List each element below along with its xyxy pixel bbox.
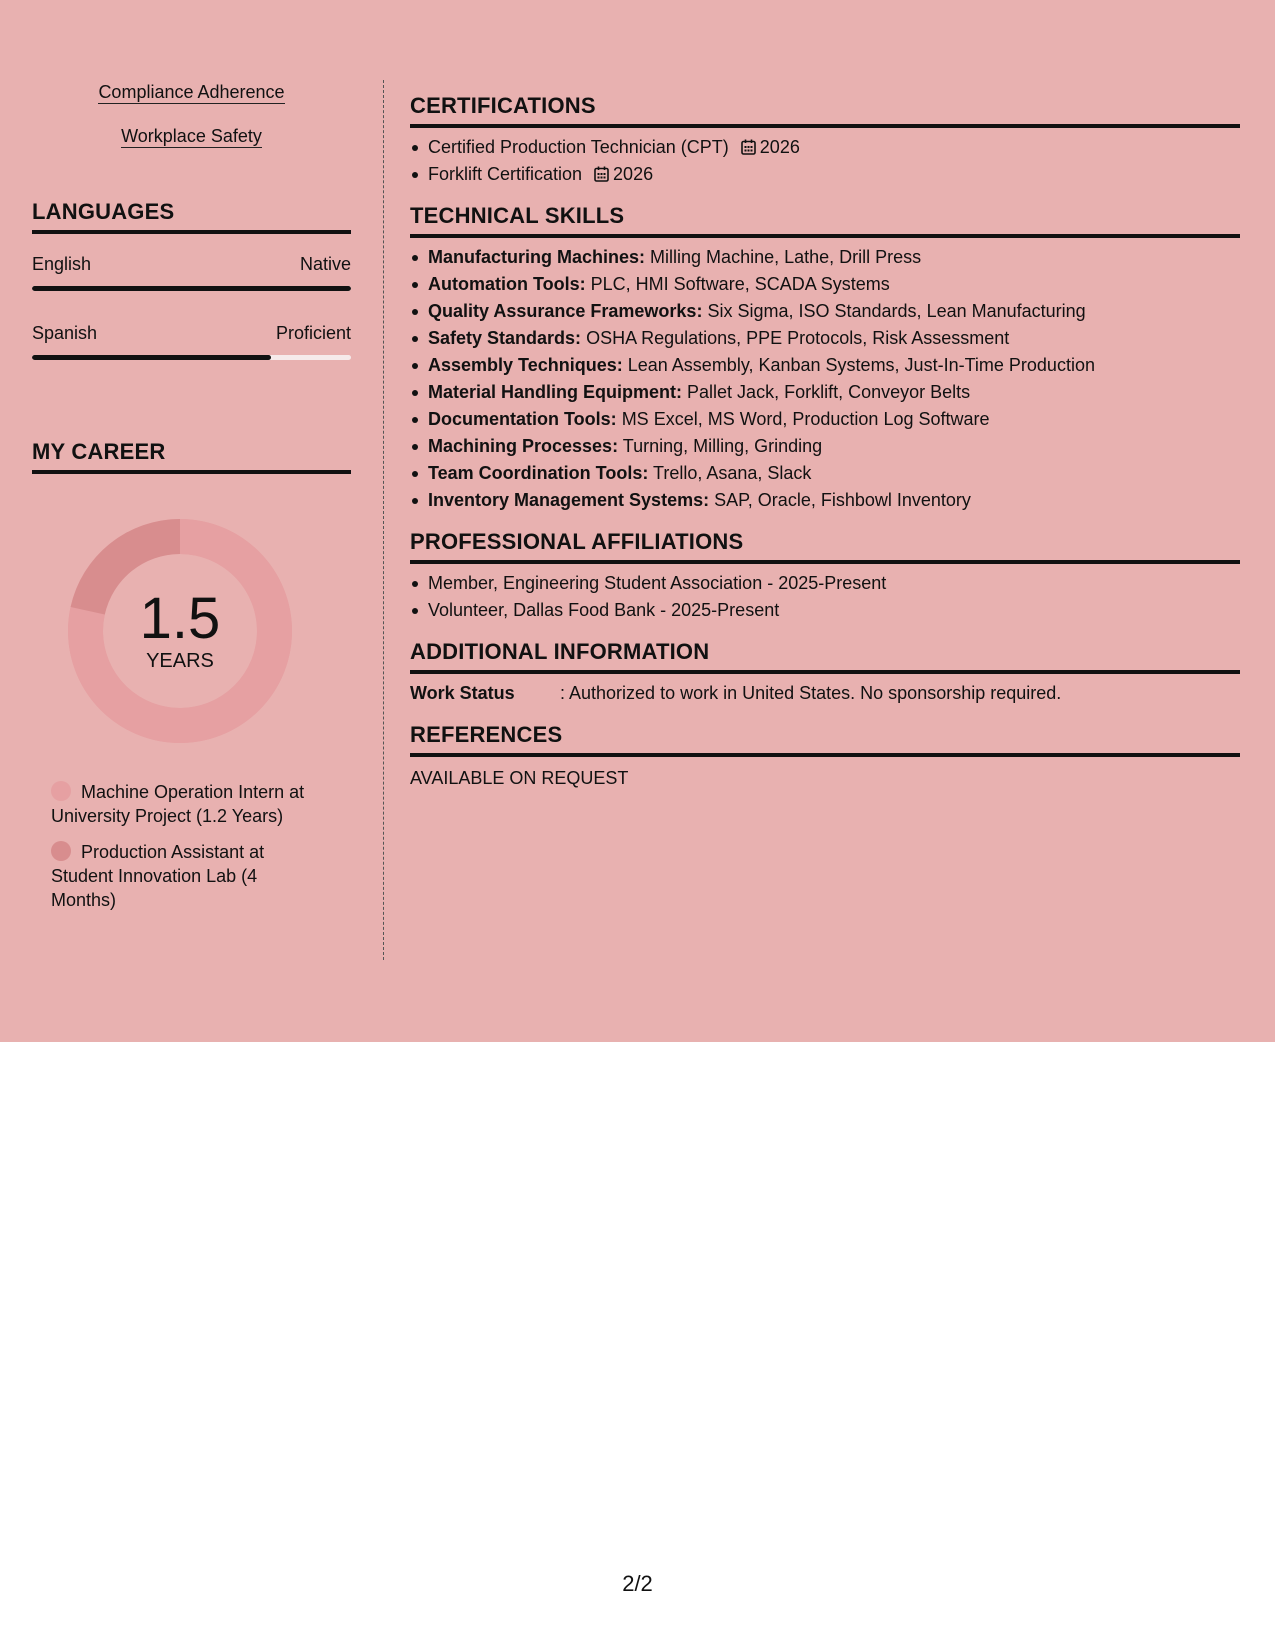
language-proficiency-bar xyxy=(32,355,351,360)
career-donut-center xyxy=(67,518,293,744)
references-title: REFERENCES xyxy=(410,721,1240,757)
career-legend-item xyxy=(51,780,322,828)
column-divider xyxy=(383,80,384,960)
skill-tags xyxy=(32,80,351,148)
skill-tag-label: Compliance Adherence xyxy=(98,82,285,102)
skill-label: Safety Standards: xyxy=(428,328,582,348)
skill-value: Pallet Jack, Forklift, Conveyor Belts xyxy=(687,382,971,402)
career-section xyxy=(32,438,351,912)
work-status-value: : Authorized to work in United States. No sponsorship required. xyxy=(560,683,1062,703)
skill-tag xyxy=(32,80,351,104)
language-name: Spanish xyxy=(32,323,98,343)
skill-value: PLC, HMI Software, SCADA Systems xyxy=(590,274,890,294)
skill-label: Inventory Management Systems: xyxy=(428,490,710,510)
skill-label: Quality Assurance Frameworks: xyxy=(428,301,703,321)
certification-name: Forklift Certification xyxy=(428,164,583,184)
skill-value: Trello, Asana, Slack xyxy=(653,463,812,483)
technical-skills-list xyxy=(410,244,1240,514)
references-section xyxy=(410,721,1240,792)
skill-item xyxy=(410,460,1240,487)
career-legend xyxy=(32,780,322,912)
skill-value: Turning, Milling, Grinding xyxy=(622,436,823,456)
certification-year: 2026 xyxy=(759,137,800,157)
technical-skills-section xyxy=(410,202,1240,514)
language-proficiency-bar xyxy=(32,286,351,291)
skill-item xyxy=(410,352,1240,379)
career-title: MY CAREER xyxy=(32,438,351,474)
skill-item xyxy=(410,487,1240,514)
certification-item xyxy=(410,161,1240,188)
career-item-label: Machine Operation Intern at University Project (1.2 Years) xyxy=(51,782,305,826)
skill-value: Milling Machine, Lathe, Drill Press xyxy=(650,247,922,267)
affiliations-title: PROFESSIONAL AFFILIATIONS xyxy=(410,528,1240,564)
certification-name: Certified Production Technician (CPT) xyxy=(428,137,729,157)
technical-skills-title: TECHNICAL SKILLS xyxy=(410,202,1240,238)
language-level: Native xyxy=(299,254,351,274)
skill-value: MS Excel, MS Word, Production Log Software xyxy=(621,409,990,429)
career-donut-chart xyxy=(67,518,293,744)
language-name: English xyxy=(32,254,92,274)
left-column xyxy=(32,80,351,912)
skill-label: Machining Processes: xyxy=(428,436,619,456)
additional-info-title: ADDITIONAL INFORMATION xyxy=(410,638,1240,674)
skill-label: Assembly Techniques: xyxy=(428,355,623,375)
skill-value: Lean Assembly, Kanban Systems, Just-In-Time Production xyxy=(627,355,1095,375)
language-proficiency-fill xyxy=(32,286,351,291)
skill-tag xyxy=(32,124,351,148)
certifications-title: CERTIFICATIONS xyxy=(410,92,1240,128)
skill-tag-label: Workplace Safety xyxy=(121,126,262,146)
career-legend-item xyxy=(51,840,322,912)
career-total-unit: YEARS xyxy=(146,650,214,672)
references-text: AVAILABLE ON REQUEST xyxy=(410,768,629,788)
language-level: Proficient xyxy=(275,323,351,343)
right-column xyxy=(410,92,1240,792)
skill-item xyxy=(410,271,1240,298)
skill-value: Six Sigma, ISO Standards, Lean Manufacturing xyxy=(707,301,1086,321)
languages-title: LANGUAGES xyxy=(32,198,351,234)
calendar-icon xyxy=(741,139,756,155)
affiliations-list xyxy=(410,570,1240,624)
skill-item xyxy=(410,433,1240,460)
certification-item xyxy=(410,134,1240,161)
work-status-label: Work Status xyxy=(410,683,515,703)
work-status-row xyxy=(410,680,1240,707)
legend-dot-icon xyxy=(51,841,71,861)
skill-item xyxy=(410,379,1240,406)
certifications-list xyxy=(410,134,1240,188)
language-item xyxy=(32,321,351,360)
languages-section xyxy=(32,198,351,360)
skill-item xyxy=(410,298,1240,325)
skill-label: Manufacturing Machines: xyxy=(428,247,646,267)
skill-label: Team Coordination Tools: xyxy=(428,463,649,483)
page-number: 2/2 xyxy=(622,1571,653,1596)
affiliation-item: Member, Engineering Student Association - 2025-Present xyxy=(410,570,1240,597)
additional-info-section xyxy=(410,638,1240,707)
skill-value: SAP, Oracle, Fishbowl Inventory xyxy=(714,490,971,510)
skill-item xyxy=(410,325,1240,352)
skill-item xyxy=(410,406,1240,433)
calendar-icon xyxy=(594,166,609,182)
language-item xyxy=(32,252,351,291)
skill-label: Material Handling Equipment: xyxy=(428,382,683,402)
skill-value: OSHA Regulations, PPE Protocols, Risk Assessment xyxy=(586,328,1010,348)
certifications-section xyxy=(410,92,1240,188)
career-item-label: Production Assistant at Student Innovation Lab (4 Months) xyxy=(51,842,265,910)
skill-item xyxy=(410,244,1240,271)
legend-dot-icon xyxy=(51,781,71,801)
skill-label: Automation Tools: xyxy=(428,274,586,294)
affiliation-item: Volunteer, Dallas Food Bank - 2025-Present xyxy=(410,597,1240,624)
certification-year: 2026 xyxy=(613,164,654,184)
affiliations-section xyxy=(410,528,1240,624)
career-total-value: 1.5 xyxy=(139,586,221,651)
skill-label: Documentation Tools: xyxy=(428,409,617,429)
language-proficiency-fill xyxy=(32,355,271,360)
